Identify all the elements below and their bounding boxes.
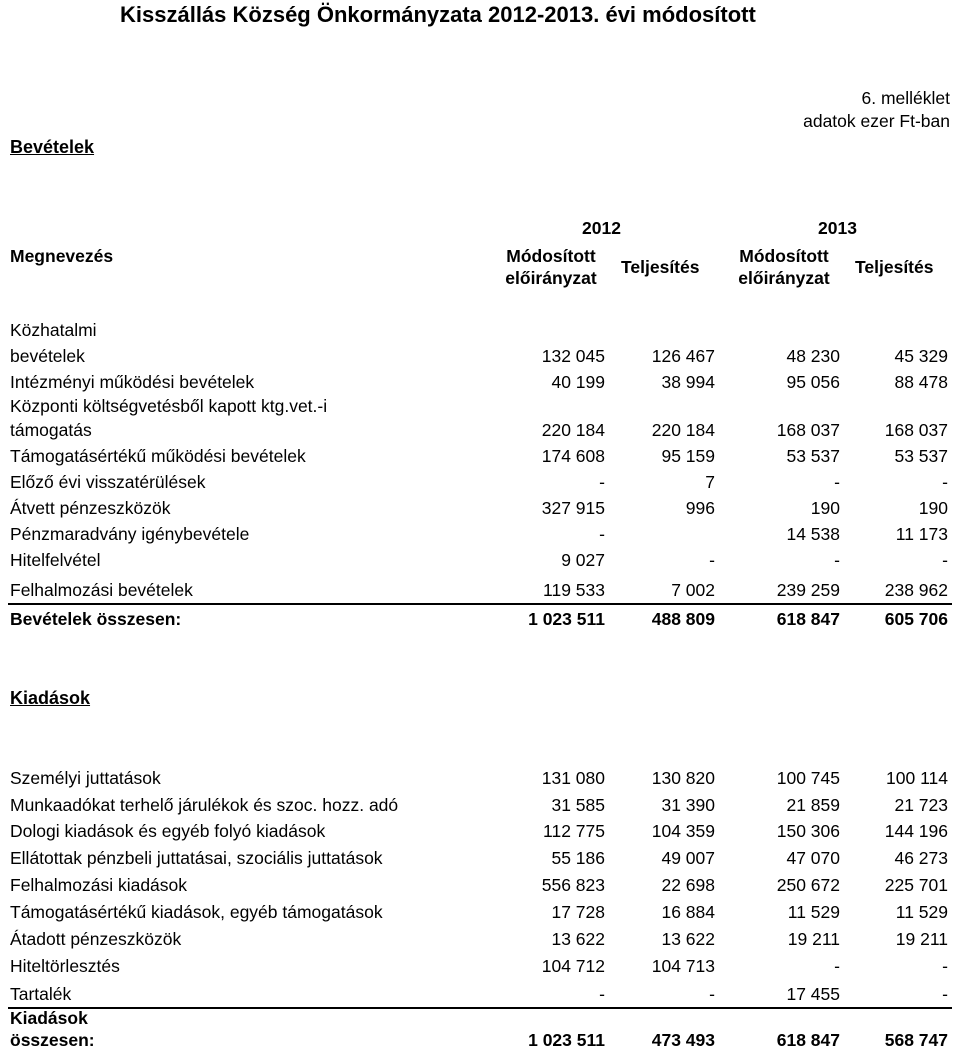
- cell-2013-mod: 53 537: [786, 446, 840, 466]
- cell-2012-mod: 55 186: [551, 848, 605, 868]
- row-label: Pénzmaradvány igénybevétele: [10, 524, 250, 544]
- expense-section-label: Kiadások: [10, 688, 91, 708]
- cell-2012-telj: 22 698: [661, 875, 715, 895]
- cell-2013-mod: 48 230: [786, 346, 840, 366]
- row-label: Hiteltörlesztés: [10, 956, 120, 976]
- row-label: Felhalmozási bevételek: [10, 580, 193, 600]
- row-label: összesen:: [10, 1030, 95, 1050]
- page-title: Kisszállás Község Önkormányzata 2012-2013. évi módosított: [120, 2, 756, 27]
- header-mod-2012-line2: előirányzat: [505, 268, 597, 288]
- cell-2012-mod: 9 027: [561, 550, 605, 570]
- cell-2012-mod: 104 712: [541, 956, 605, 976]
- cell-2012-mod: -: [599, 984, 605, 1004]
- unit-note: adatok ezer Ft-ban: [803, 111, 950, 131]
- cell-2013-mod: 618 847: [776, 1030, 840, 1050]
- cell-2013-telj: 21 723: [894, 795, 948, 815]
- cell-2013-telj: -: [942, 550, 948, 570]
- row-label: Támogatásértékű működési bevételek: [10, 446, 306, 466]
- header-mod-2013: [727, 245, 841, 289]
- row-label: támogatás: [10, 420, 92, 440]
- expense-total-rule: [8, 1007, 952, 1009]
- cell-2012-mod: 119 533: [543, 580, 605, 600]
- cell-2012-mod: 13 622: [551, 929, 605, 949]
- cell-2012-mod: 112 775: [543, 821, 605, 841]
- row-label: Kiadások: [10, 1008, 88, 1028]
- cell-2012-mod: 1 023 511: [528, 609, 605, 629]
- cell-2013-telj: 100 114: [886, 768, 948, 788]
- cell-2012-telj: 220 184: [651, 420, 715, 440]
- cell-2012-telj: 95 159: [661, 446, 715, 466]
- cell-2013-mod: 250 672: [776, 875, 840, 895]
- income-total-rule: [8, 603, 952, 605]
- cell-2013-telj: 88 478: [894, 372, 948, 392]
- cell-2013-mod: -: [834, 956, 840, 976]
- cell-2013-mod: 17 455: [786, 984, 840, 1004]
- row-label: Munkaadókat terhelő járulékok és szoc. hozz. adó: [10, 795, 399, 815]
- cell-2012-telj: 13 622: [661, 929, 715, 949]
- cell-2012-telj: -: [709, 984, 715, 1004]
- row-label: Átadott pénzeszközök: [10, 929, 182, 949]
- cell-2012-telj: 488 809: [651, 609, 715, 629]
- cell-2012-mod: 132 045: [541, 346, 605, 366]
- cell-2013-telj: 144 196: [884, 821, 948, 841]
- header-year-2013: 2013: [818, 218, 857, 238]
- cell-2013-telj: 53 537: [894, 446, 948, 466]
- cell-2013-telj: 11 529: [895, 902, 948, 922]
- cell-2012-mod: -: [599, 472, 605, 492]
- row-label: Támogatásértékű kiadások, egyéb támogatások: [10, 902, 383, 922]
- cell-2013-mod: -: [834, 472, 840, 492]
- header-telj-2012: Teljesítés: [621, 257, 700, 277]
- cell-2013-mod: 21 859: [786, 795, 840, 815]
- row-label: Személyi juttatások: [10, 768, 161, 788]
- cell-2013-telj: -: [942, 472, 948, 492]
- cell-2012-telj: 7: [705, 472, 715, 492]
- cell-2012-telj: 104 713: [651, 956, 715, 976]
- cell-2013-mod: 150 306: [776, 821, 840, 841]
- cell-2012-telj: 38 994: [661, 372, 715, 392]
- cell-2013-mod: 14 538: [786, 524, 840, 544]
- header-mod-2013-line1: Módosított: [739, 246, 829, 266]
- cell-2013-mod: 190: [810, 498, 840, 518]
- header-mod-2012: [494, 245, 608, 289]
- cell-2012-mod: 131 080: [541, 768, 605, 788]
- row-label: Tartalék: [10, 984, 72, 1004]
- row-label: bevételek: [10, 346, 85, 366]
- cell-2012-telj: -: [709, 550, 715, 570]
- row-label: Dologi kiadások és egyéb folyó kiadások: [10, 821, 326, 841]
- row-label: Átvett pénzeszközök: [10, 498, 171, 518]
- header-mod-2012-line1: Módosított: [506, 246, 596, 266]
- cell-2013-telj: 605 706: [884, 609, 948, 629]
- row-label: Központi költségvetésből kapott ktg.vet.-i: [10, 396, 328, 416]
- cell-2012-mod: -: [599, 524, 605, 544]
- cell-2013-telj: -: [942, 984, 948, 1004]
- cell-2013-telj: 45 329: [894, 346, 948, 366]
- cell-2012-telj: 996: [685, 498, 715, 518]
- cell-2013-mod: 19 211: [787, 929, 840, 949]
- cell-2013-telj: 46 273: [894, 848, 948, 868]
- row-label: Felhalmozási kiadások: [10, 875, 188, 895]
- cell-2012-telj: 473 493: [651, 1030, 715, 1050]
- cell-2012-mod: 556 823: [541, 875, 605, 895]
- row-label: Előző évi visszatérülések: [10, 472, 206, 492]
- cell-2013-mod: 11 529: [787, 902, 840, 922]
- cell-2013-mod: 47 070: [786, 848, 840, 868]
- cell-2013-mod: 100 745: [776, 768, 840, 788]
- header-telj-2013: Teljesítés: [855, 257, 934, 277]
- cell-2012-telj: 16 884: [661, 902, 715, 922]
- cell-2012-mod: 17 728: [551, 902, 605, 922]
- row-label: Ellátottak pénzbeli juttatásai, szociális juttatások: [10, 848, 383, 868]
- cell-2013-mod: 95 056: [786, 372, 840, 392]
- cell-2013-telj: -: [942, 956, 948, 976]
- annex-note: 6. melléklet: [861, 88, 950, 108]
- cell-2012-mod: 40 199: [551, 372, 605, 392]
- cell-2013-mod: 239 259: [776, 580, 840, 600]
- cell-2012-mod: 327 915: [541, 498, 605, 518]
- row-label: Közhatalmi: [10, 320, 97, 340]
- cell-2013-telj: 11 173: [895, 524, 948, 544]
- header-year-2012: 2012: [582, 218, 621, 238]
- cell-2013-telj: 190: [918, 498, 948, 518]
- cell-2012-mod: 174 608: [541, 446, 605, 466]
- row-label: Bevételek összesen:: [10, 609, 182, 629]
- cell-2013-telj: 238 962: [884, 580, 948, 600]
- row-label: Hitelfelvétel: [10, 550, 101, 570]
- cell-2013-mod: 168 037: [776, 420, 840, 440]
- row-label: Intézményi működési bevételek: [10, 372, 255, 392]
- cell-2012-mod: 31 585: [551, 795, 605, 815]
- cell-2012-telj: 130 820: [651, 768, 715, 788]
- cell-2013-telj: 225 701: [884, 875, 948, 895]
- income-section-label: Bevételek: [10, 137, 95, 157]
- cell-2013-telj: 19 211: [895, 929, 948, 949]
- cell-2012-telj: 126 467: [651, 346, 715, 366]
- cell-2012-telj: 104 359: [651, 821, 715, 841]
- cell-2013-telj: 568 747: [884, 1030, 948, 1050]
- header-mod-2013-line2: előirányzat: [738, 268, 830, 288]
- cell-2012-telj: 31 390: [661, 795, 715, 815]
- cell-2012-mod: 1 023 511: [528, 1030, 605, 1050]
- cell-2013-mod: -: [834, 550, 840, 570]
- cell-2012-mod: 220 184: [541, 420, 605, 440]
- header-megnevezes: Megnevezés: [10, 246, 114, 266]
- cell-2012-telj: 7 002: [671, 580, 715, 600]
- cell-2012-telj: 49 007: [661, 848, 715, 868]
- cell-2013-mod: 618 847: [776, 609, 840, 629]
- cell-2013-telj: 168 037: [884, 420, 948, 440]
